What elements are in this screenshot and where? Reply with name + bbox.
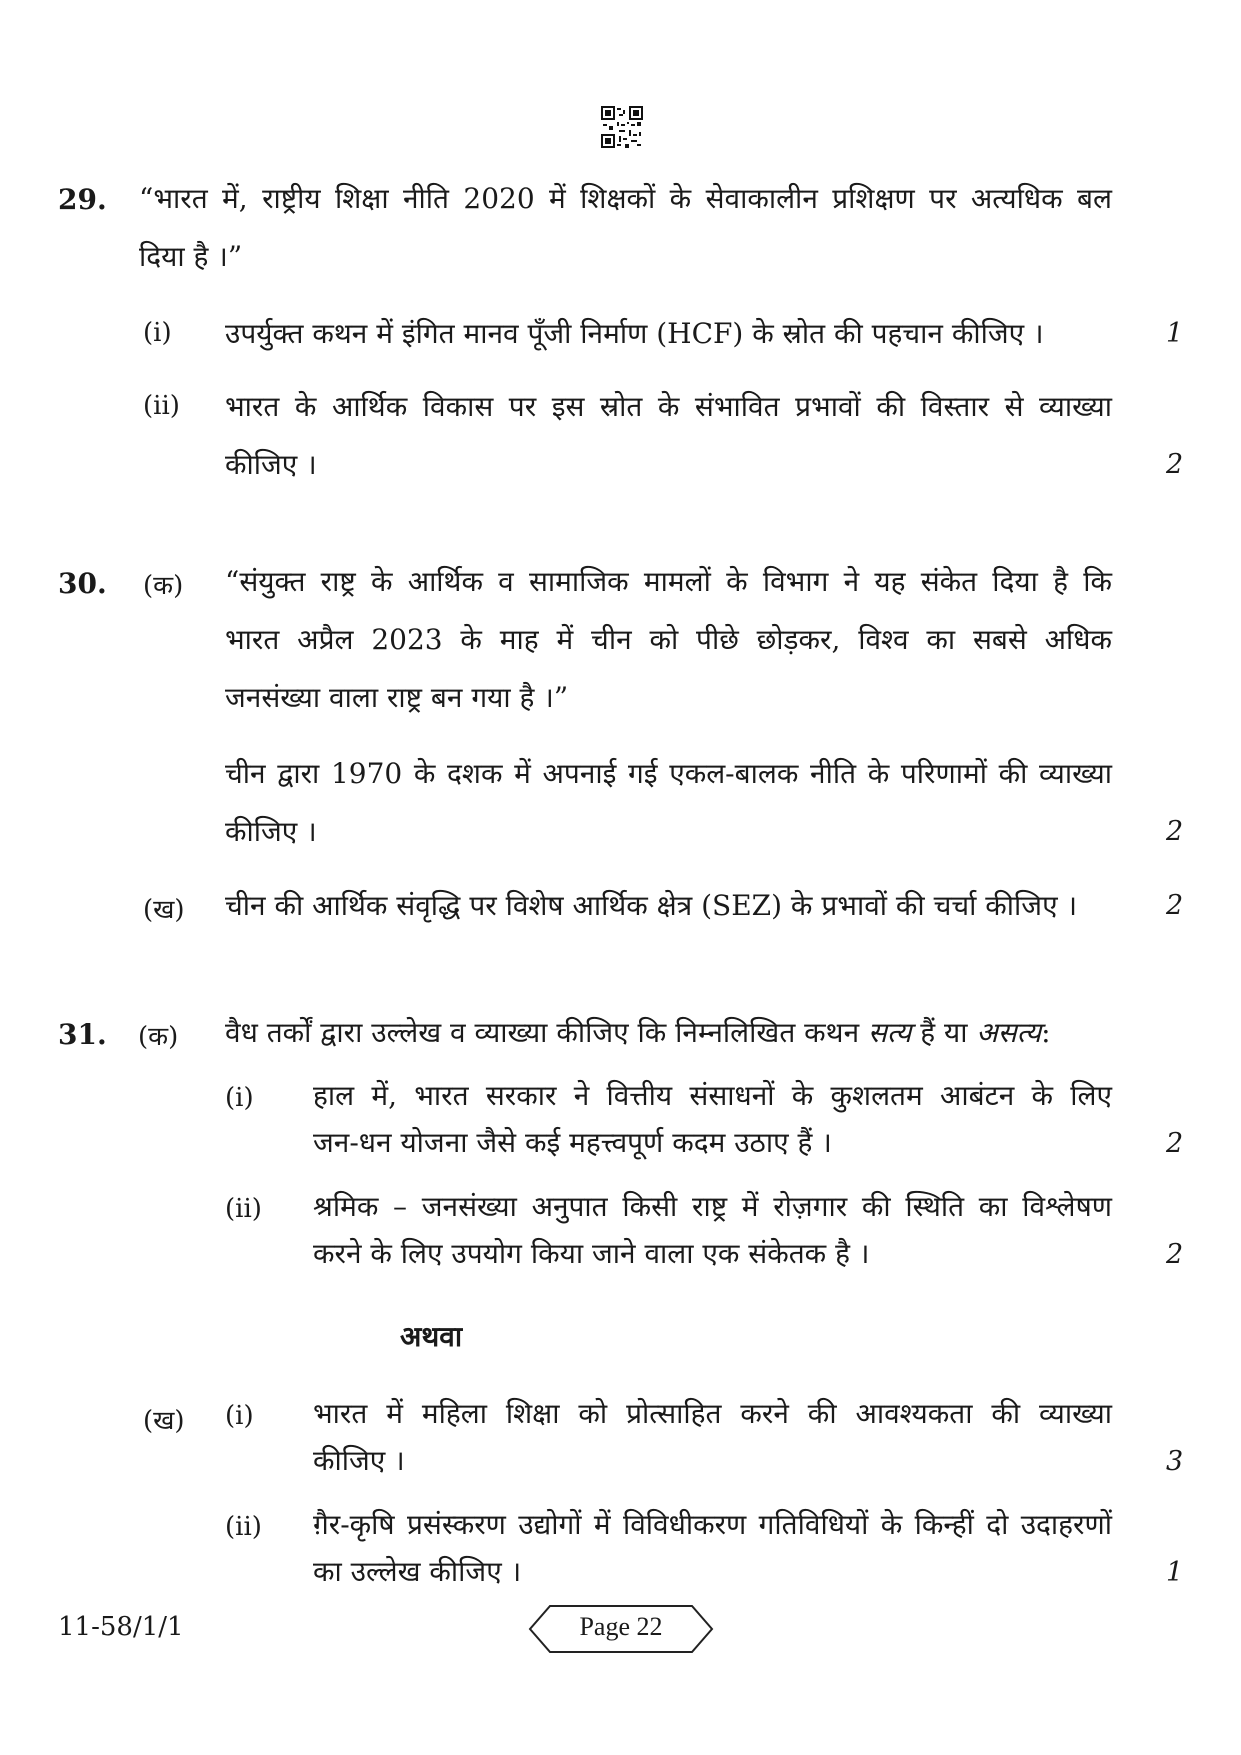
- marks: 2: [1166, 449, 1184, 480]
- statement-line: दिया है ।”: [139, 240, 243, 273]
- part-line: [313, 1072, 1112, 1119]
- part-line: करने के लिए उपयोग किया जाने वाला एक संकेतक है ।: [313, 1237, 870, 1270]
- part-text: ग़ैर-कृषि प्रसंस्करण उद्योगों में विविधीकरण गतिविधियों के किन्हीं दो उदाहरणों: [313, 1508, 1112, 1541]
- subpart-label: (क): [138, 1022, 179, 1052]
- marks: 1: [1166, 1557, 1184, 1588]
- part-label: (ii): [225, 1194, 262, 1224]
- true-word: सत्य: [868, 1016, 912, 1049]
- part-line: भारत के आर्थिक विकास पर इस स्रोत के संभावित प्रभावों की विस्तार से व्याख्या: [225, 390, 1112, 423]
- marks: 2: [1166, 1239, 1184, 1270]
- question-text: चीन द्वारा 1970 के दशक में अपनाई गई एकल-बालक नीति के परिणामों की व्याख्या: [225, 757, 1112, 790]
- quote-line: [225, 611, 1112, 669]
- subpart-label: (ख): [143, 895, 185, 925]
- part-text: श्रमिक – जनसंख्या अनुपात किसी राष्ट्र में रोज़गार की स्थिति का विश्लेषण: [313, 1190, 1112, 1223]
- part-label: (ii): [225, 1512, 262, 1542]
- part-line: [313, 1501, 1112, 1548]
- quote-line: जनसंख्या वाला राष्ट्र बन गया है ।”: [225, 681, 569, 714]
- part-line: कीजिए ।: [225, 448, 317, 481]
- part-label: (ii): [143, 391, 180, 421]
- part-label: (i): [225, 1401, 254, 1431]
- marks: 3: [1166, 1446, 1184, 1477]
- quote-text: “संयुक्त राष्ट्र के आर्थिक व सामाजिक मामलों के विभाग ने यह संकेत दिया है कि: [225, 565, 1112, 598]
- part-text: भारत में महिला शिक्षा को प्रोत्साहित करने की आवश्यकता की व्याख्या: [313, 1397, 1112, 1430]
- question-number: 30.: [58, 567, 107, 600]
- part-line: जन-धन योजना जैसे कई महत्त्वपूर्ण कदम उठाए हैं ।: [313, 1126, 832, 1159]
- page-label: Page 22: [579, 1612, 663, 1641]
- subpart-label: (ख): [143, 1406, 185, 1436]
- qr-code-icon: [601, 106, 643, 148]
- subpart-label: (क): [143, 571, 184, 601]
- part-line: का उल्लेख कीजिए ।: [313, 1555, 522, 1588]
- question-number: 31.: [58, 1018, 107, 1051]
- marks: 1: [1166, 318, 1184, 349]
- quote-line: [225, 553, 1112, 611]
- paper-code: 11-58/1/1: [58, 1612, 184, 1642]
- marks: 2: [1166, 1128, 1184, 1159]
- or-separator: अथवा: [400, 1320, 463, 1353]
- question-intro: [225, 1004, 1051, 1062]
- marks: 2: [1166, 816, 1184, 847]
- page-number-badge: [528, 1604, 714, 1654]
- statement-line: “भारत में, राष्ट्रीय शिक्षा नीति 2020 में शिक्षकों के सेवाकालीन प्रशिक्षण पर अत्यधिक बल: [139, 182, 1112, 215]
- part-line: [313, 1390, 1112, 1437]
- intro-text: :: [1041, 1016, 1051, 1049]
- intro-text: हैं या: [920, 1016, 968, 1049]
- question-line: कीजिए ।: [225, 815, 317, 848]
- question-line: [225, 745, 1112, 803]
- part-label: (i): [225, 1083, 254, 1113]
- marks: 2: [1166, 890, 1184, 921]
- part-text: उपर्युक्त कथन में इंगित मानव पूँजी निर्माण (HCF) के स्रोत की पहचान कीजिए ।: [225, 317, 1044, 350]
- part-label: (i): [143, 318, 172, 348]
- question-text: चीन की आर्थिक संवृद्धि पर विशेष आर्थिक क्षेत्र (SEZ) के प्रभावों की चर्चा कीजिए ।: [225, 889, 1078, 922]
- quote-text: भारत अप्रैल 2023 के माह में चीन को पीछे छोड़कर, विश्व का सबसे अधिक: [225, 623, 1112, 656]
- part-line: कीजिए ।: [313, 1444, 405, 1477]
- false-word: असत्य: [976, 1016, 1042, 1049]
- question-number: 29.: [58, 183, 107, 216]
- part-text: हाल में, भारत सरकार ने वित्तीय संसाधनों के कुशलतम आबंटन के लिए: [313, 1079, 1112, 1112]
- part-text: [225, 378, 1112, 436]
- intro-text: वैध तर्कों द्वारा उल्लेख व व्याख्या कीजिए कि निम्नलिखित कथन: [225, 1016, 860, 1049]
- part-line: [313, 1183, 1112, 1230]
- question-statement: [139, 170, 1112, 228]
